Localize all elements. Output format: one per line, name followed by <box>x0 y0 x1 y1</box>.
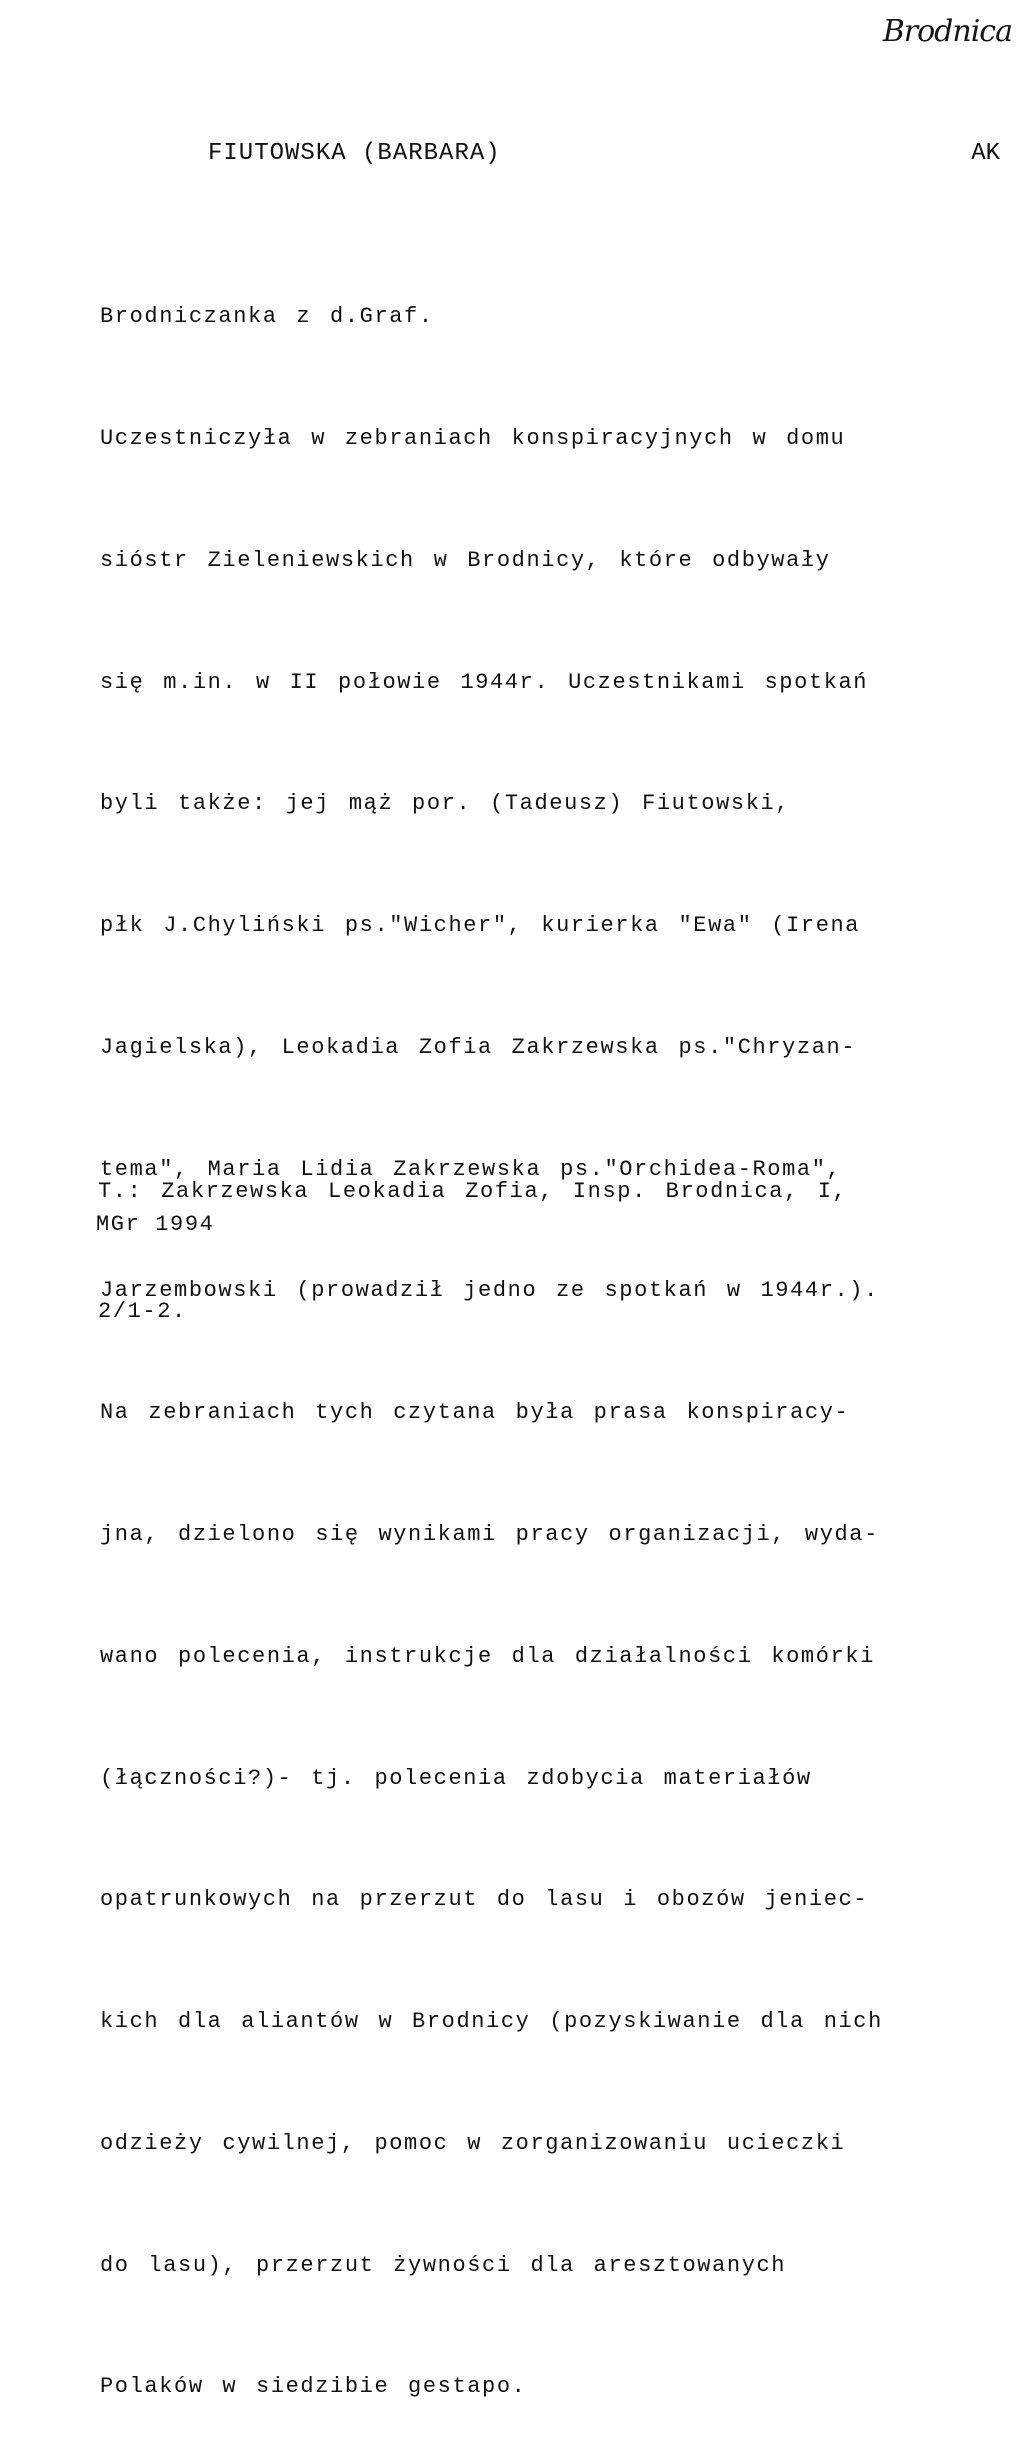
handwritten-annotation: Brodnica <box>882 14 1012 49</box>
text-line: się m.in. w II połowie 1944r. Uczestnikami spotkań <box>100 669 869 695</box>
entry-title: FIUTOWSKA (BARBARA) <box>208 140 501 167</box>
source-reference <box>98 1092 998 1372</box>
author-signature: MGr 1994 <box>96 1212 215 1237</box>
text-line: wano polecenia, instrukcje dla działalności komórki <box>100 1643 875 1669</box>
text-line: Brodniczanka z d.Graf. <box>100 304 434 330</box>
text-line: sióstr Zieleniewskich w Brodnicy, które odbywały <box>100 547 831 573</box>
source-line: 2/1-2. <box>98 1299 187 1324</box>
text-line: do lasu), przerzut żywności dla aresztowanych <box>100 2252 787 2278</box>
text-line: (łączności?)- tj. polecenia zdobycia materiałów <box>100 1765 812 1791</box>
text-line: odzieży cywilnej, pomoc w zorganizowaniu ucieczki <box>100 2130 846 2156</box>
organization-code: AK <box>971 140 1000 167</box>
text-line: płk J.Chyliński ps."Wicher", kurierka "Ewa" (Irena <box>100 913 861 939</box>
text-line: kich dla aliantów w Brodnicy (pozyskiwanie dla nich <box>100 2009 883 2035</box>
text-line: Polaków w siedzibie gestapo. <box>100 2374 527 2400</box>
text-line: jna, dzielono się wynikami pracy organizacji, wyda- <box>100 1522 879 1547</box>
text-line: byli także: jej mąż por. (Tadeusz) Fiutowski, <box>100 791 791 817</box>
text-line: tema", Maria Lidia Zakrzewska ps."Orchidea-Roma", <box>100 1156 842 1182</box>
text-line: Jarzembowski (prowadził jedno ze spotkań w 1944r.). <box>100 1278 879 1304</box>
text-line: Uczestniczyła w zebraniach konspiracyjnych w domu <box>100 425 846 451</box>
text-line: opatrunkowych na przerzut do lasu i obozów jeniec- <box>100 1887 869 1913</box>
text-line: Jagielska), Leokadia Zofia Zakrzewska ps."Chryzan- <box>100 1034 857 1060</box>
source-line: T.: Zakrzewska Leokadia Zofia, Insp. Brodnica, I, <box>98 1179 848 1204</box>
text-line: Na zebraniach tych czytana była prasa konspiracy- <box>100 1400 850 1426</box>
